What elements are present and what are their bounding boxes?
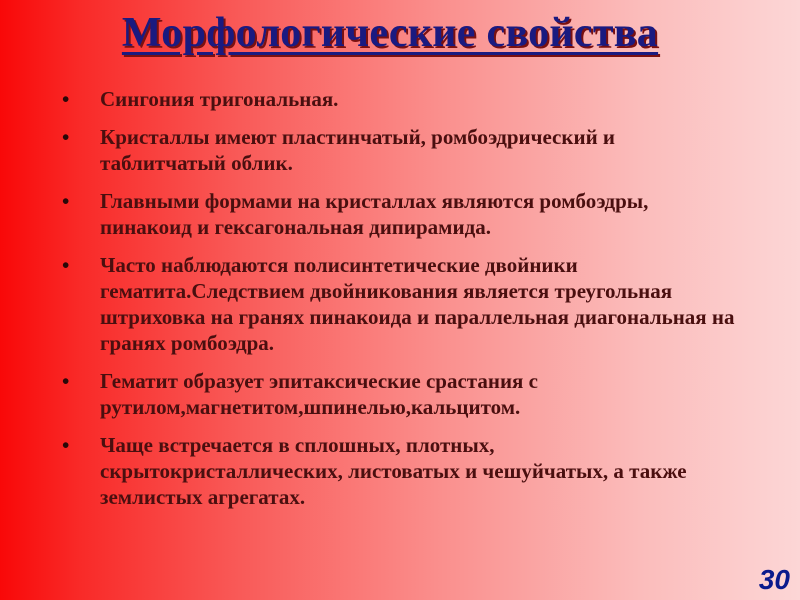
bullet-text: Гематит образует эпитаксические срастания с рутилом,магнетитом,шпинелью,кальцитом. [100,369,538,419]
bullet-icon: • [62,189,70,213]
bullet-text: Чаще встречается в сплошных, плотных, скрытокристаллических, листоватых и чешуйчатых, а также землистых агрегатах. [100,433,687,509]
bullet-text: Часто наблюдаются полисинтетические двойники гематита.Следствием двойникования является треугольная штриховка на гранях пинакоида и параллельная диагональная на гранях ромбоэдра. [100,253,735,355]
bullet-icon: • [62,253,70,277]
bullet-item-5 [62,368,742,420]
bullet-item-1 [62,86,742,112]
bullet-item-4 [62,252,742,356]
bullet-text: Главными формами на кристаллах являются ромбоэдры, пинакоид и гексагональная дипирамида. [100,189,649,239]
bullet-item-2 [62,124,742,176]
bullet-item-6 [62,432,742,510]
bullet-text: Сингония тригональная. [100,87,339,111]
bullet-icon: • [62,87,70,111]
bullet-icon: • [62,125,70,149]
bullet-list [62,86,742,522]
slide-title: Морфологические свойства [121,10,659,56]
bullet-icon: • [62,433,70,457]
page-number: 30 [758,564,790,595]
bullet-item-3 [62,188,742,240]
bullet-icon: • [62,369,70,393]
bullet-text: Кристаллы имеют пластинчатый, ромбоэдрический и таблитчатый облик. [100,125,616,175]
